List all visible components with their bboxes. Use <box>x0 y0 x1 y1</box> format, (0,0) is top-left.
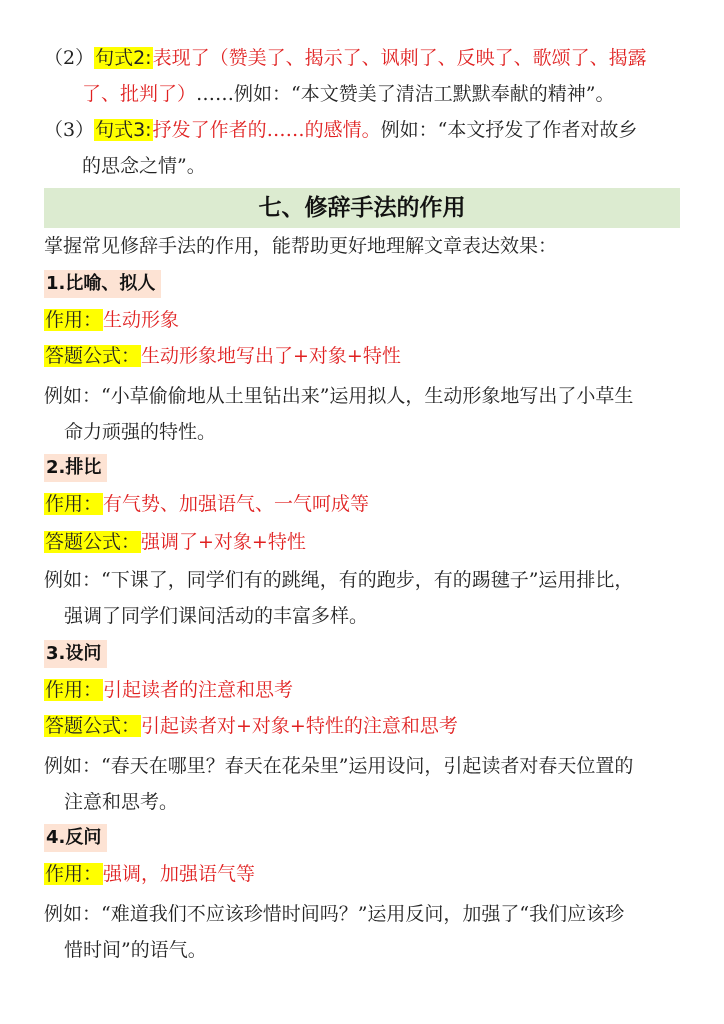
item2b-formula-line <box>44 528 306 556</box>
item2-red-cont: 了、批判了） <box>82 83 197 105</box>
item2-number: （2） <box>44 47 95 69</box>
item3b-example-line1: 例如：“春天在哪里？春天在花朵里”运用设问，引起读者对春天位置的 <box>44 755 634 777</box>
item3-line2 <box>82 152 206 180</box>
item2-heading: 2.排比 <box>44 454 107 482</box>
item3-label: 句式3: <box>95 119 152 141</box>
item1-example-line2: 命力顽强的特性。 <box>64 421 217 443</box>
item4-example-line2: 惜时间”的语气。 <box>64 939 207 961</box>
section-intro: 掌握常见修辞手法的作用，能帮助更好地理解文章表达效果： <box>44 235 558 257</box>
item2b-formula: 强调了+对象+特性 <box>141 531 306 553</box>
item3b-effect: 引起读者的注意和思考 <box>103 679 294 701</box>
item4-effect-line <box>44 860 255 888</box>
item2-line2 <box>82 80 614 108</box>
item3-red-text: 抒发了作者的……的感情。 <box>152 119 381 141</box>
item2-example: ……例如：“本文赞美了清洁工默默奉献的精神”。 <box>196 83 615 105</box>
item2-label: 句式2: <box>95 47 152 69</box>
item2b-example-line1: 例如：“下课了，同学们有的跳绳，有的跑步，有的踢毽子”运用排比， <box>44 569 634 591</box>
item3b-effect-label: 作用： <box>45 679 103 701</box>
item2b-example-line2: 强调了同学们课间活动的丰富多样。 <box>64 605 369 627</box>
item4-effect-label: 作用： <box>45 863 103 885</box>
item2b-effect-label: 作用： <box>45 493 103 515</box>
item1-effect: 生动形象 <box>103 309 180 331</box>
section-title: 七、修辞手法的作用 <box>44 188 680 228</box>
item2b-effect: 有气势、加强语气、一气呵成等 <box>103 493 370 515</box>
item3-example: 例如：“本文抒发了作者对故乡 <box>380 119 638 141</box>
item3-example-cont: 的思念之情”。 <box>82 155 206 177</box>
item2b-formula-label: 答题公式： <box>45 531 141 553</box>
item2b-effect-line <box>44 490 369 518</box>
item3b-formula: 引起读者对+对象+特性的注意和思考 <box>141 715 458 737</box>
item3b-formula-label: 答题公式： <box>45 715 141 737</box>
item3-line1 <box>44 116 637 144</box>
item3b-formula-line <box>44 712 458 740</box>
item1-example-line1: 例如：“小草偷偷地从土里钻出来”运用拟人，生动形象地写出了小草生 <box>44 385 634 407</box>
item1-effect-line <box>44 306 179 334</box>
item3-heading: 3.设问 <box>44 640 107 668</box>
item3b-example-line2: 注意和思考。 <box>64 791 179 813</box>
item2-line1 <box>44 44 647 72</box>
item4-example-line1: 例如：“难道我们不应该珍惜时间吗？”运用反问，加强了“我们应该珍 <box>44 903 625 925</box>
item4-effect: 强调，加强语气等 <box>103 863 256 885</box>
item1-heading: 1.比喻、拟人 <box>44 270 161 298</box>
item4-heading: 4.反问 <box>44 824 107 852</box>
item1-formula-label: 答题公式： <box>45 345 141 367</box>
item1-formula: 生动形象地写出了+对象+特性 <box>141 345 401 367</box>
item1-formula-line <box>44 342 401 370</box>
item3-number: （3） <box>44 119 95 141</box>
item1-effect-label: 作用： <box>45 309 103 331</box>
item3b-effect-line <box>44 676 293 704</box>
item2-red-text: 表现了（赞美了、揭示了、讽刺了、反映了、歌颂了、揭露 <box>152 47 647 69</box>
